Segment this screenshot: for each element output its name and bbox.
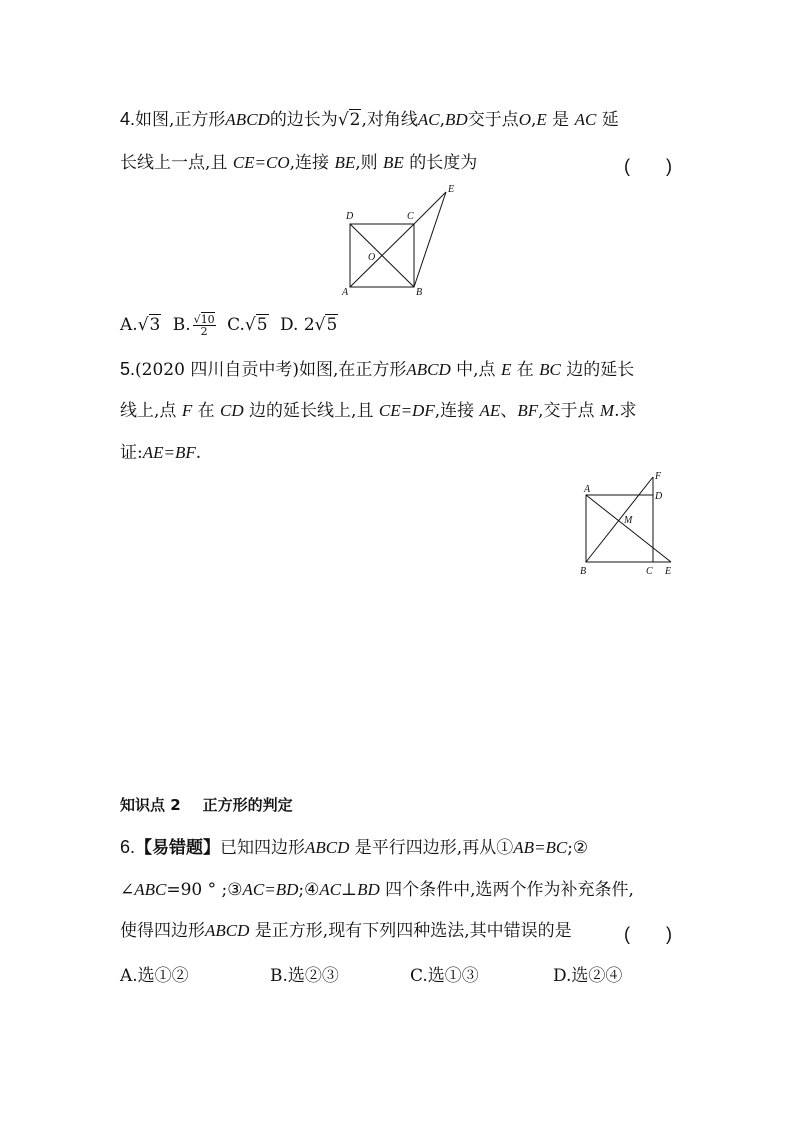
q5-var: F (181, 401, 193, 420)
q5-number: 5. (120, 359, 136, 379)
option-d[interactable] (280, 315, 338, 335)
q6-tag: 【易错题】 (135, 838, 221, 858)
q6-option-b[interactable]: B.选②③ (270, 966, 339, 986)
radicand: 5 (326, 315, 338, 335)
q5-text: . (195, 443, 202, 463)
q4-text: , (530, 110, 537, 130)
q5-text: 边的延长 (560, 360, 635, 380)
q4-text: 交于点 (467, 110, 519, 130)
q6-var: BD (357, 880, 380, 899)
q5-figure (575, 466, 685, 580)
label-e: E (665, 566, 672, 577)
q5-var: CD (220, 401, 244, 420)
radical-sign: √ (137, 315, 149, 335)
q4-text: 的边长为 (269, 110, 338, 130)
sqrt-expr (338, 109, 362, 131)
label-b: B (580, 566, 587, 577)
sqrt-expr (315, 314, 339, 336)
q4-answer-paren: ( ) (624, 156, 672, 176)
radicand: 2 (349, 110, 361, 130)
q5-var: BF (517, 401, 539, 420)
fraction-denominator: 2 (200, 325, 208, 338)
sqrt-expr (138, 314, 162, 336)
q4-var: BD (445, 110, 468, 129)
radical-sign: √ (244, 315, 256, 335)
q6-var: ABCD (205, 921, 250, 940)
q6-option-d[interactable]: D.选②④ (553, 966, 623, 986)
q4-text: ,则 (355, 153, 384, 173)
q6-text: =90 ° ;③ (166, 880, 243, 900)
q5-text: 在 (511, 360, 540, 380)
label-o: O (368, 252, 376, 263)
q5-var: CE=DF (378, 401, 435, 420)
q4-line-2 (120, 152, 477, 174)
q4-text: ,对角线 (361, 110, 418, 130)
radical-sign: √ (314, 315, 326, 335)
label-f: F (655, 471, 662, 482)
q5-var: ABCD (406, 360, 451, 379)
segment-be (414, 192, 446, 287)
q5-var: E (500, 360, 512, 379)
label-a: A (584, 484, 591, 495)
q5-text: 线上,点 (120, 401, 182, 421)
fraction (193, 314, 216, 337)
q5-text: 边的延长线上,且 (243, 401, 379, 421)
q6-answer-paren: ( ) (624, 924, 672, 944)
q6-option-a[interactable]: A.选①② (120, 966, 189, 986)
option-d-label: D. 2 (279, 315, 315, 335)
option-b[interactable] (172, 313, 218, 338)
q6-text: 四个条件中,选两个作为补充条件, (379, 880, 634, 900)
q4-var: AC (417, 110, 440, 129)
q4-text: , (439, 110, 446, 130)
q4-var: O (518, 110, 531, 129)
q6-var: ABCD (305, 838, 350, 857)
q4-text: 延 (596, 110, 619, 130)
q4-var: BE (383, 153, 404, 172)
q6-option-c[interactable]: C.选①③ (410, 966, 479, 986)
label-c: C (646, 566, 653, 577)
q4-var: ABCD (225, 110, 270, 129)
q5-text: 、 (500, 401, 518, 421)
section-heading (120, 794, 293, 816)
radical-sign: √ (337, 110, 349, 130)
q4-options (120, 314, 338, 337)
q5-text: .求 (614, 401, 637, 421)
q4-var: CE=CO (232, 153, 290, 172)
q5-text: ,交于点 (538, 401, 600, 421)
label-a: A (342, 287, 349, 298)
q6-var: AC (319, 880, 342, 899)
option-c-label: C. (227, 315, 245, 335)
fraction-numerator: √10 (193, 313, 215, 326)
q5-text: ,连接 (434, 401, 480, 421)
option-a-label: A. (120, 315, 138, 335)
label-d: D (655, 491, 663, 502)
q6-text: 已知四边形 (220, 838, 306, 858)
q5-line-3 (120, 442, 201, 464)
q5-var: BC (539, 360, 561, 379)
q5-text: (2020 四川自贡中考)如图,在正方形 (135, 360, 407, 380)
q4-text: ,连接 (289, 153, 335, 173)
option-c[interactable] (227, 315, 268, 335)
q6-var: AC=BD (242, 880, 299, 899)
q4-figure (335, 180, 465, 302)
q4-line-1 (120, 108, 619, 131)
option-b-label: B. (172, 315, 191, 335)
q5-text: 中,点 (450, 360, 501, 380)
q6-text: ∠ (120, 880, 135, 900)
q4-text: 是 (546, 110, 575, 130)
extension-ce (414, 192, 446, 224)
label-d: D (346, 211, 354, 222)
q6-line-1 (120, 836, 588, 859)
q4-text: 长线上一点,且 (120, 153, 233, 173)
q5-line-2 (120, 400, 636, 422)
q4-var: E (536, 110, 547, 129)
segment-bf (586, 477, 653, 562)
radicand: 5 (256, 315, 268, 335)
q5-text: 证: (120, 443, 143, 463)
q4-text: 如图,正方形 (135, 110, 226, 130)
q4-number: 4. (120, 109, 136, 129)
segment-ae (586, 495, 671, 562)
q5-var: M (599, 401, 615, 420)
q6-text: ⊥ (341, 880, 358, 900)
q6-text: 是平行四边形,再从① (349, 838, 514, 858)
label-e: E (448, 184, 455, 195)
q6-text: 是正方形,现有下列四种选法,其中错误的是 (249, 921, 572, 941)
q6-text: ;② (567, 838, 589, 858)
option-a[interactable] (120, 315, 161, 335)
q6-line-3 (120, 920, 572, 942)
q5-var: AE=BF (142, 443, 196, 462)
q6-text: ;④ (298, 880, 320, 900)
sqrt-expr (245, 314, 269, 336)
section-title: 正方形的判定 (202, 796, 293, 814)
q6-number: 6. (120, 837, 136, 857)
square-outline (586, 495, 653, 562)
q6-text: 使得四边形 (120, 921, 205, 941)
radicand: 3 (149, 315, 161, 335)
label-b: B (416, 287, 423, 298)
q6-var: ABC (134, 880, 167, 899)
q4-text: 的长度为 (403, 153, 478, 173)
radicand: 10 (200, 313, 215, 326)
q6-var: AB=BC (513, 838, 568, 857)
q4-var: AC (574, 110, 597, 129)
q5-line-1 (120, 358, 634, 381)
q6-line-2 (120, 879, 634, 901)
q5-text: 在 (192, 401, 221, 421)
q5-var: AE (479, 401, 501, 420)
label-m: M (624, 515, 633, 526)
section-number: 知识点 2 (120, 796, 181, 814)
label-c: C (407, 211, 414, 222)
q4-var: BE (334, 153, 356, 172)
